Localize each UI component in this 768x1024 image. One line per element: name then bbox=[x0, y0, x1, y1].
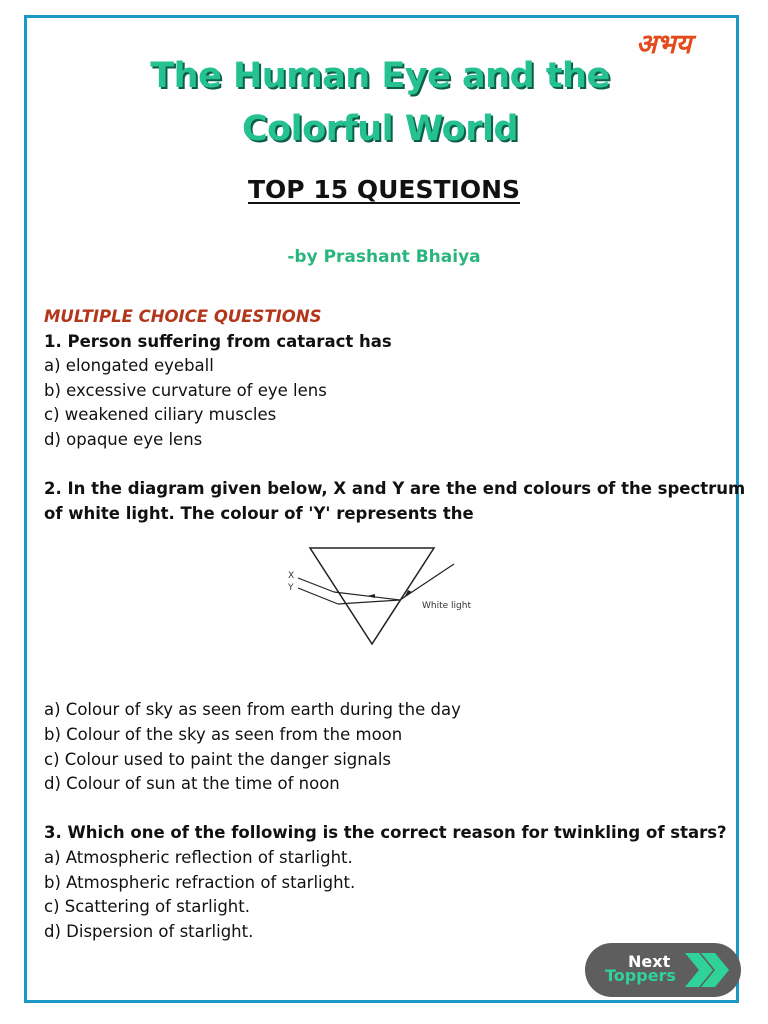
logo: अभय bbox=[636, 29, 692, 60]
option-a: a) elongated eyeball bbox=[44, 356, 214, 376]
title-line-1: The Human Eye and the bbox=[150, 56, 610, 96]
question-text: 3. Which one of the following is the correct reason for twinkling of stars? bbox=[44, 823, 727, 843]
option-b: b) Colour of the sky as seen from the moon bbox=[44, 724, 403, 744]
option-c: c) Scattering of starlight. bbox=[44, 897, 250, 917]
title-line-2: Colorful World bbox=[241, 109, 519, 149]
option-b: b) Atmospheric refraction of starlight. bbox=[44, 872, 356, 892]
prism-diagram bbox=[44, 526, 734, 698]
option-b: b) excessive curvature of eye lens bbox=[44, 380, 327, 400]
label-white-light: White light bbox=[422, 601, 471, 612]
option-d: d) Colour of sun at the time of noon bbox=[44, 774, 340, 794]
question-list bbox=[44, 305, 746, 944]
section-heading: MULTIPLE CHOICE QUESTIONS bbox=[44, 307, 322, 326]
badge-line-2: Toppers bbox=[605, 966, 676, 985]
question-3 bbox=[44, 821, 734, 944]
author-credit: -by Prashant Bhaiya bbox=[287, 247, 481, 267]
label-x: X bbox=[288, 571, 295, 582]
question-text: 1. Person suffering from cataract has bbox=[44, 331, 392, 351]
option-a: a) Atmospheric reflection of starlight. bbox=[44, 847, 353, 867]
incident-arrow bbox=[404, 590, 412, 598]
option-d: d) Dispersion of starlight. bbox=[44, 921, 254, 941]
internal-ray-2 bbox=[338, 600, 400, 604]
internal-arrow bbox=[367, 594, 375, 598]
label-y: Y bbox=[288, 583, 294, 594]
subtitle: TOP 15 QUESTIONS bbox=[248, 175, 520, 204]
prism-figure bbox=[272, 530, 532, 648]
option-a: a) Colour of sky as seen from earth during the day bbox=[44, 700, 461, 720]
next-toppers-badge[interactable] bbox=[585, 943, 741, 997]
ray-y bbox=[298, 588, 338, 604]
question-2 bbox=[44, 477, 746, 797]
page-title bbox=[60, 50, 700, 156]
option-c: c) weakened ciliary muscles bbox=[44, 405, 277, 425]
double-chevron-icon bbox=[685, 953, 731, 987]
question-text-line-2: of white light. The colour of 'Y' represents the bbox=[44, 503, 474, 523]
question-1 bbox=[44, 330, 734, 453]
option-c: c) Colour used to paint the danger signals bbox=[44, 749, 392, 769]
question-text-line-1: 2. In the diagram given below, X and Y are the end colours of the spectrum bbox=[44, 479, 746, 499]
option-d: d) opaque eye lens bbox=[44, 429, 203, 449]
badge-line-1: Next bbox=[628, 952, 671, 971]
